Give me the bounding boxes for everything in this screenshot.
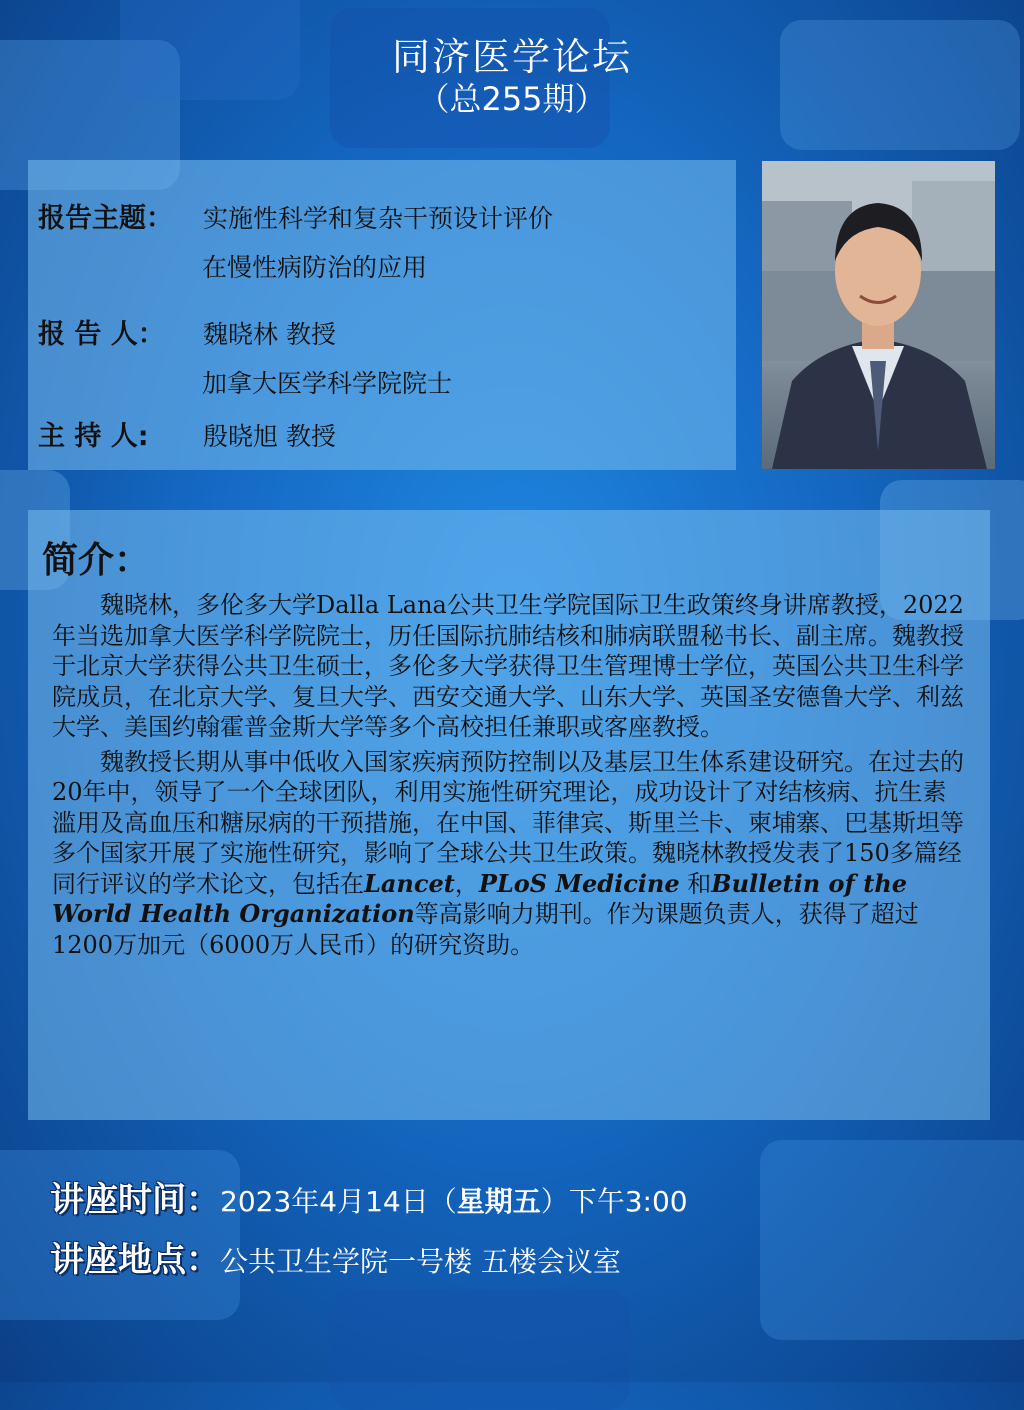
journal-and: 和 [679,869,712,898]
intro-paragraph-2b: 等高影响力期刊。作为课题负责人，获得了超过1200万加元（6000万人民币）的研究资助。 [52,900,919,959]
journal-lancet: Lancet [364,868,455,898]
lecture-info-panel [28,160,736,470]
speaker-name: 魏晓林 教授 [203,320,336,349]
speaker-label: 报 告 人： [38,319,165,350]
lecture-time-weekday: 星期五 [456,1185,541,1218]
journal-separator: ， [454,869,479,898]
lecture-place-row [50,1232,621,1281]
host-row [38,414,336,453]
intro-panel [28,510,990,1120]
topic-line1: 实施性科学和复杂干预设计评价 [203,204,554,233]
issue-number: （总255期） [417,80,607,118]
speaker-row [38,312,336,351]
topic-row [38,196,553,235]
lecture-place-value: 公共卫生学院一号楼 五楼会议室 [220,1245,621,1278]
speaker-title: 加拿大医学科学院院士 [202,369,453,398]
host-label: 主 持 人: [38,421,149,452]
topic-label: 报告主题： [38,203,173,234]
speaker-portrait-icon [762,161,995,469]
journal-plos-medicine: PLoS Medicine [478,868,680,898]
speaker-photo [762,161,995,469]
intro-body [52,590,970,960]
host-name: 殷晓旭 教授 [203,422,336,451]
lecture-time-rest: ）下午3:00 [540,1185,688,1218]
intro-heading: 简介： [42,540,151,581]
lecture-time-row [50,1172,688,1221]
topic-line2: 在慢性病防治的应用 [202,253,428,282]
forum-title: 同济医学论坛 [391,35,632,79]
intro-paragraph-2 [52,747,970,961]
lecture-time-label: 讲座时间： [50,1180,220,1220]
lecture-time-date: 2023年4月14日（ [220,1185,457,1218]
journal-bulletin-who: Bulletin of the World Health Organization [52,868,908,928]
lecture-place-label: 讲座地点： [50,1240,220,1280]
header [0,34,1024,118]
intro-paragraph-2a: 魏教授长期从事中低收入国家疾病预防控制以及基层卫生体系建设研究。在过去的20年中，领导了一个全球团队，利用实施性研究理论，成功设计了对结核病、抗生素滥用及高血压和糖尿病的干预措施，在中国、菲律宾、斯里兰卡、柬埔寨、巴基斯坦等多个国家开展了实施性研究，影响了全球公共卫生政策。魏晓林教授发表了150多篇经同行评议的学术论文，包括在 [52,747,964,898]
intro-paragraph-1: 魏晓林，多伦多大学Dalla Lana公共卫生学院国际卫生政策终身讲席教授，2022年当选加拿大医学科学院院士，历任国际抗肺结核和肺病联盟秘书长、副主席。魏教授于北京大学获得公共卫生硕士，多伦多大学获得卫生管理博士学位，英国公共卫生科学院成员，在北京大学、复旦大学、西安交通大学、山东大学、英国圣安德鲁大学、利兹大学、美国约翰霍普金斯大学等多个高校担任兼职或客座教授。 [52,591,964,741]
